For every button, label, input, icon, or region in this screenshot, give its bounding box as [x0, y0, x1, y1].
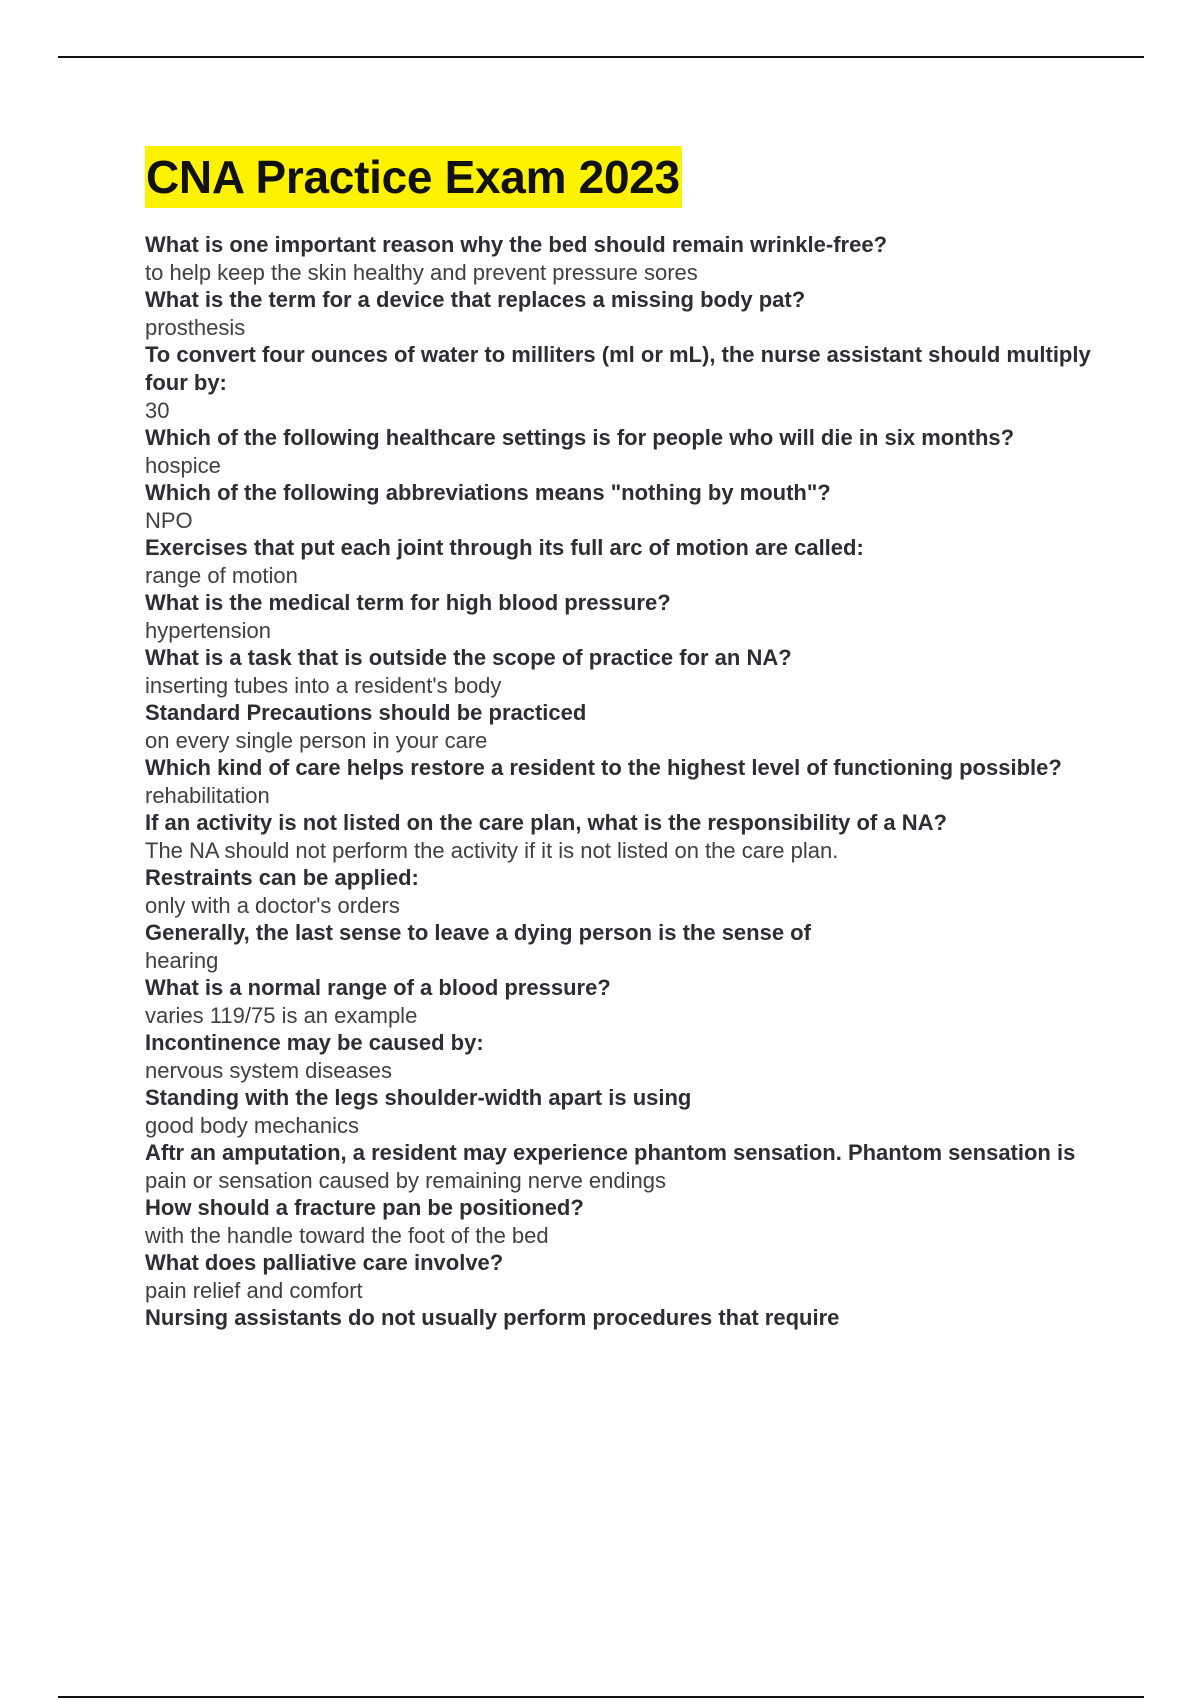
question-text: Which of the following abbreviations means "nothing by mouth"?: [145, 480, 831, 505]
qa-item: [145, 1194, 1095, 1249]
answer-text: with the handle toward the foot of the bed: [145, 1223, 549, 1248]
top-rule: [58, 56, 1144, 58]
answer-text: The NA should not perform the activity if it is not listed on the care plan.: [145, 838, 839, 863]
answer-text: pain or sensation caused by remaining nerve endings: [145, 1168, 666, 1193]
qa-item: [145, 231, 1095, 286]
answer-text: to help keep the skin healthy and prevent pressure sores: [145, 260, 698, 285]
question-text: What is a task that is outside the scope of practice for an NA?: [145, 645, 792, 670]
qa-item: [145, 644, 1095, 699]
question-text: What is a normal range of a blood pressure?: [145, 975, 611, 1000]
answer-text: NPO: [145, 508, 193, 533]
question-text: Generally, the last sense to leave a dying person is the sense of: [145, 920, 811, 945]
answer-text: hospice: [145, 453, 221, 478]
question-text: What is one important reason why the bed should remain wrinkle-free?: [145, 232, 888, 257]
qa-item: [145, 809, 1095, 864]
answer-text: prosthesis: [145, 315, 246, 340]
answer-text: range of motion: [145, 563, 298, 588]
question-text: Exercises that put each joint through its full arc of motion are called:: [145, 535, 864, 560]
question-text: What does palliative care involve?: [145, 1250, 504, 1275]
answer-text: pain relief and comfort: [145, 1278, 363, 1303]
qa-item: [145, 919, 1095, 974]
qa-item: [145, 479, 1095, 534]
qa-item: [145, 1139, 1095, 1194]
qa-item: [145, 1249, 1095, 1304]
answer-text: inserting tubes into a resident's body: [145, 673, 502, 698]
question-text: How should a fracture pan be positioned?: [145, 1195, 584, 1220]
question-text: Standard Precautions should be practiced: [145, 700, 587, 725]
qa-item: [145, 589, 1095, 644]
question-text: What is the medical term for high blood pressure?: [145, 590, 671, 615]
answer-text: hypertension: [145, 618, 271, 643]
bottom-rule: [58, 1696, 1144, 1698]
answer-text: varies 119/75 is an example: [145, 1003, 418, 1028]
page-title: CNA Practice Exam 2023: [145, 146, 682, 208]
answer-text: 30: [145, 398, 170, 423]
question-text: What is the term for a device that replaces a missing body pat?: [145, 287, 806, 312]
qa-item: [145, 754, 1095, 809]
question-text: Standing with the legs shoulder-width apart is using: [145, 1085, 692, 1110]
qa-item: [145, 341, 1095, 424]
question-text: Restraints can be applied:: [145, 865, 419, 890]
answer-text: rehabilitation: [145, 783, 270, 808]
qa-item: [145, 864, 1095, 919]
qa-item: [145, 286, 1095, 341]
answer-text: on every single person in your care: [145, 728, 488, 753]
question-text: Which of the following healthcare settings is for people who will die in six months?: [145, 425, 1015, 450]
question-text: Which kind of care helps restore a resident to the highest level of functioning possible?: [145, 755, 1062, 780]
answer-text: only with a doctor's orders: [145, 893, 400, 918]
question-text: Nursing assistants do not usually perform procedures that require: [145, 1305, 840, 1330]
qa-item: [145, 424, 1095, 479]
answer-text: hearing: [145, 948, 219, 973]
question-text: If an activity is not listed on the care plan, what is the responsibility of a NA?: [145, 810, 947, 835]
question-text: Incontinence may be caused by:: [145, 1030, 484, 1055]
answer-text: nervous system diseases: [145, 1058, 392, 1083]
qa-item: [145, 1084, 1095, 1139]
qa-item: [145, 974, 1095, 1029]
qa-item: [145, 699, 1095, 754]
question-text: Aftr an amputation, a resident may experience phantom sensation. Phantom sensation is: [145, 1140, 1076, 1165]
document-body: [145, 146, 1095, 1332]
answer-text: good body mechanics: [145, 1113, 360, 1138]
qa-item: [145, 1304, 1095, 1332]
qa-item: [145, 534, 1095, 589]
question-answer-list: [145, 231, 1095, 1332]
qa-item: [145, 1029, 1095, 1084]
question-text: To convert four ounces of water to milliters (ml or mL), the nurse assistant should multiply four by:: [145, 342, 1091, 395]
